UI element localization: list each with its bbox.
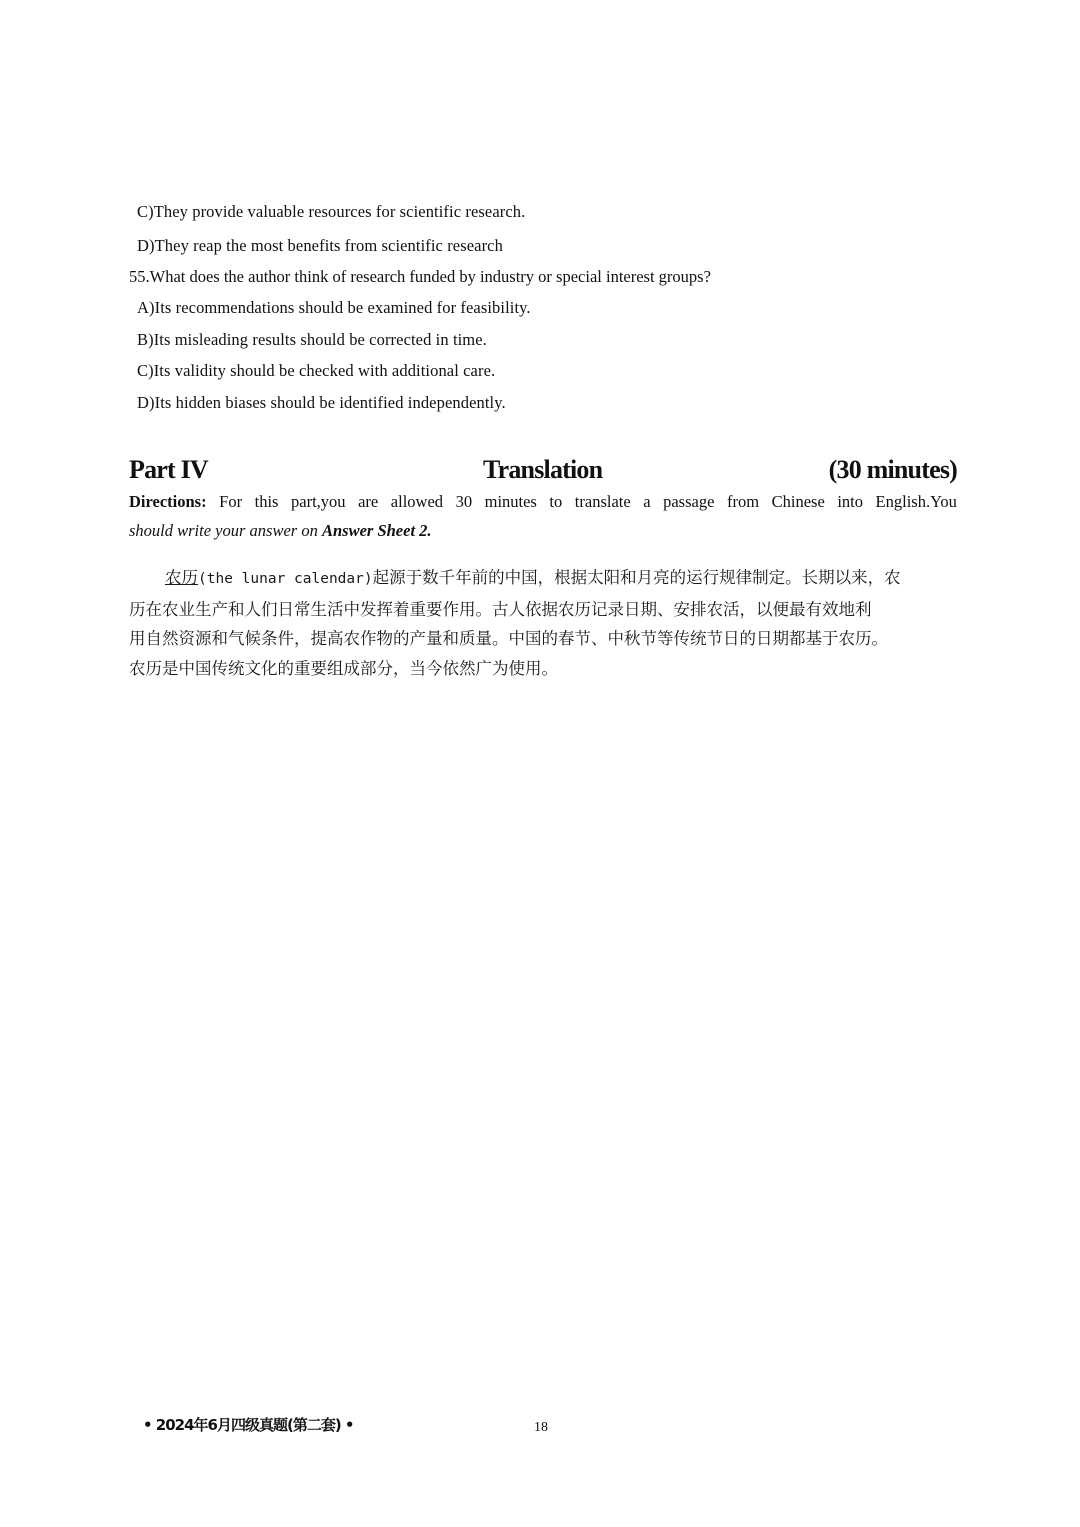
directions-word: 30 <box>455 492 473 511</box>
passage-line-2: 历在农业生产和人们日常生活中发挥着重要作用。古人依据农历记录日期、安排农活，以便最有效地利 <box>129 599 872 619</box>
directions-word: a <box>643 492 651 511</box>
directions-label: Directions: <box>129 492 207 511</box>
directions <box>129 487 957 545</box>
question-55-stem: 55.What does the author think of research funded by industry or special interest groups? <box>129 267 711 286</box>
directions-word: to <box>549 492 563 511</box>
option-d-prev-question: D)They reap the most benefits from scientific research <box>137 236 503 255</box>
question-55-option-b: B)Its misleading results should be corrected in time. <box>137 330 487 349</box>
directions-word: minutes <box>484 492 537 511</box>
directions-word: For <box>219 492 243 511</box>
question-55-option-a: A)Its recommendations should be examined for feasibility. <box>137 298 531 317</box>
passage-line-1-text: 起源于数千年前的中国，根据太阳和月亮的运行规律制定。长期以来，农 <box>372 568 901 587</box>
directions-word: translate <box>574 492 631 511</box>
question-55-option-c: C)Its validity should be checked with additional care. <box>137 361 496 380</box>
time-limit: (30 minutes) <box>828 455 957 484</box>
passage-line-1 <box>129 563 961 595</box>
directions-word: from <box>726 492 760 511</box>
part-label: Part IV <box>129 455 208 484</box>
key-term-gloss: (the lunar calendar) <box>198 571 373 587</box>
directions-instruction: should write your answer on <box>129 521 322 540</box>
key-term: 农历 <box>165 568 198 587</box>
directions-word: allowed <box>390 492 444 511</box>
page-number: 18 <box>534 1420 548 1435</box>
directions-word: passage <box>663 492 715 511</box>
section-title: Translation <box>483 455 603 484</box>
directions-word: part,you <box>291 492 346 511</box>
directions-word: are <box>358 492 379 511</box>
question-55-option-d: D)Its hidden biases should be identified independently. <box>137 393 506 412</box>
directions-word: English.You <box>875 492 957 511</box>
option-c-prev-question: C)They provide valuable resources for scientific research. <box>137 202 526 221</box>
directions-word: into <box>837 492 863 511</box>
translation-passage <box>129 563 961 683</box>
directions-word: this <box>254 492 279 511</box>
footer-exam-label: • 2024年6月四级真题(第二套) • <box>143 1416 354 1434</box>
passage-line-4: 农历是中国传统文化的重要组成部分，当今依然广为使用。 <box>129 658 558 678</box>
directions-line-1 <box>129 487 957 516</box>
part-header <box>129 452 957 488</box>
answer-sheet-reference: Answer Sheet 2. <box>321 521 432 540</box>
directions-word: Chinese <box>771 492 825 511</box>
directions-line-2 <box>129 516 957 545</box>
passage-line-3: 用自然资源和气候条件，提高农作物的产量和质量。中国的春节、中秋节等传统节日的日期都基于农历。 <box>129 629 888 648</box>
